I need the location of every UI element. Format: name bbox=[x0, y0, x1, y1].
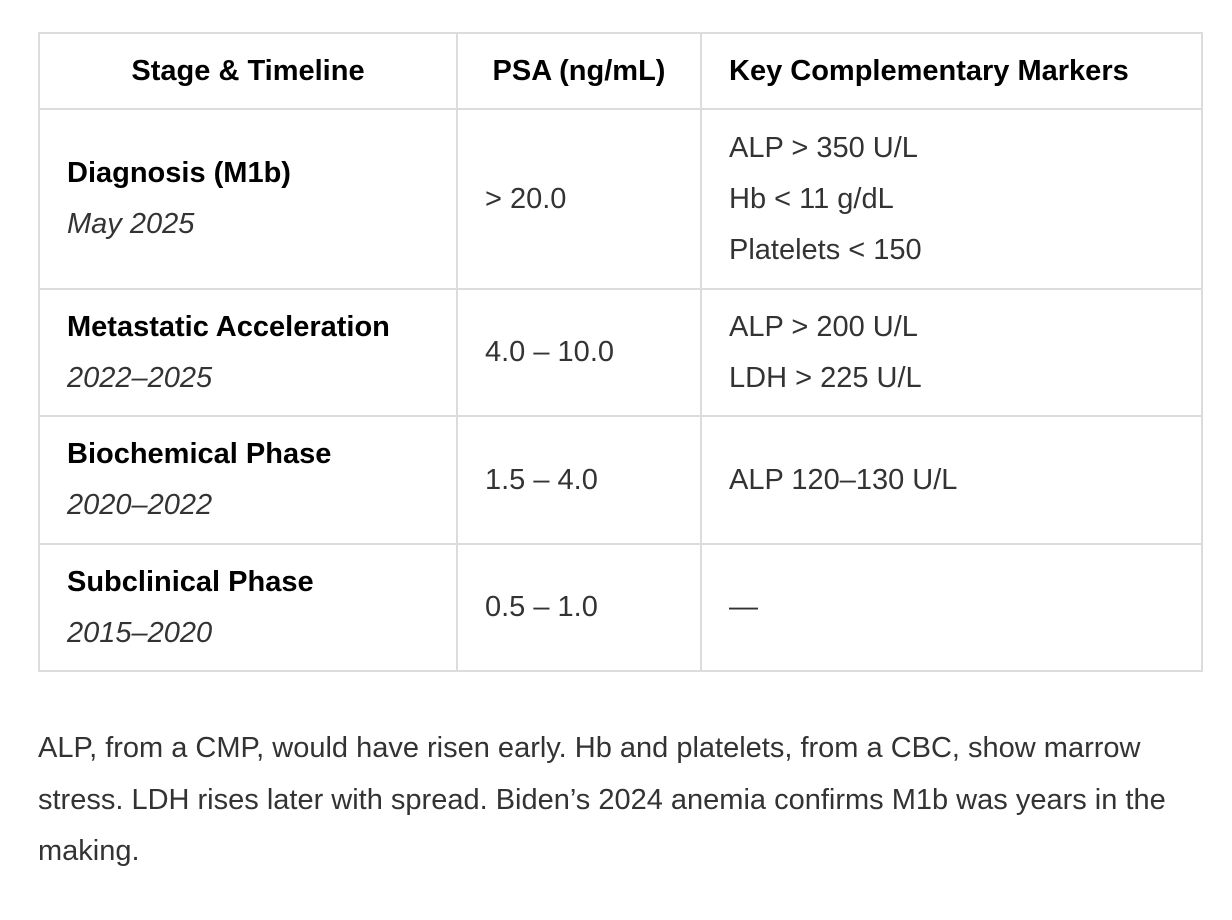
summary-paragraph: ALP, from a CMP, would have risen early. Hb and platelets, from a CBC, show marrow stress. LDH rises later with spread. Biden’s 2024 anemia confirms M1b was years in the making. bbox=[38, 732, 1166, 867]
markers-cell bbox=[701, 109, 1202, 289]
stage-cell bbox=[39, 544, 457, 671]
stage-name: Metastatic Acceleration bbox=[67, 310, 390, 343]
stage-table bbox=[38, 32, 1203, 672]
stage-timeline: May 2025 bbox=[67, 208, 195, 240]
stage-timeline: 2020–2022 bbox=[67, 489, 213, 521]
psa-cell bbox=[457, 289, 701, 416]
psa-cell bbox=[457, 109, 701, 289]
stage-timeline: 2022–2025 bbox=[67, 361, 213, 394]
marker-item: ALP > 200 U/L bbox=[729, 310, 918, 343]
table-row bbox=[39, 109, 1202, 289]
markers-cell bbox=[701, 416, 1202, 544]
stage-table-container bbox=[38, 32, 1201, 672]
psa-value: 0.5 – 1.0 bbox=[485, 591, 598, 623]
marker-item: Hb < 11 g/dL bbox=[729, 182, 894, 215]
marker-item: Platelets < 150 bbox=[729, 233, 922, 266]
header-stage-timeline: Stage & Timeline bbox=[39, 33, 457, 109]
psa-cell bbox=[457, 544, 701, 671]
stage-name: Biochemical Phase bbox=[67, 438, 332, 470]
markers-cell bbox=[701, 544, 1202, 671]
header-key-markers: Key Complementary Markers bbox=[701, 33, 1202, 109]
marker-item: LDH > 225 U/L bbox=[729, 361, 922, 394]
psa-value: 4.0 – 10.0 bbox=[485, 336, 614, 368]
marker-item: — bbox=[729, 591, 758, 623]
stage-name: Diagnosis (M1b) bbox=[67, 157, 291, 189]
stage-timeline: 2015–2020 bbox=[67, 616, 213, 649]
markers-cell bbox=[701, 289, 1202, 416]
psa-value: 1.5 – 4.0 bbox=[485, 463, 598, 496]
psa-value: > 20.0 bbox=[485, 182, 567, 215]
marker-item: ALP 120–130 U/L bbox=[729, 463, 958, 496]
marker-item: ALP > 350 U/L bbox=[729, 131, 918, 164]
stage-name: Subclinical Phase bbox=[67, 565, 314, 598]
table-row bbox=[39, 289, 1202, 416]
psa-cell bbox=[457, 416, 701, 544]
table-header-row bbox=[39, 33, 1202, 109]
stage-cell bbox=[39, 109, 457, 289]
table-row bbox=[39, 544, 1202, 671]
header-psa: PSA (ng/mL) bbox=[457, 33, 701, 109]
table-row bbox=[39, 416, 1202, 544]
stage-cell bbox=[39, 289, 457, 416]
stage-cell bbox=[39, 416, 457, 544]
